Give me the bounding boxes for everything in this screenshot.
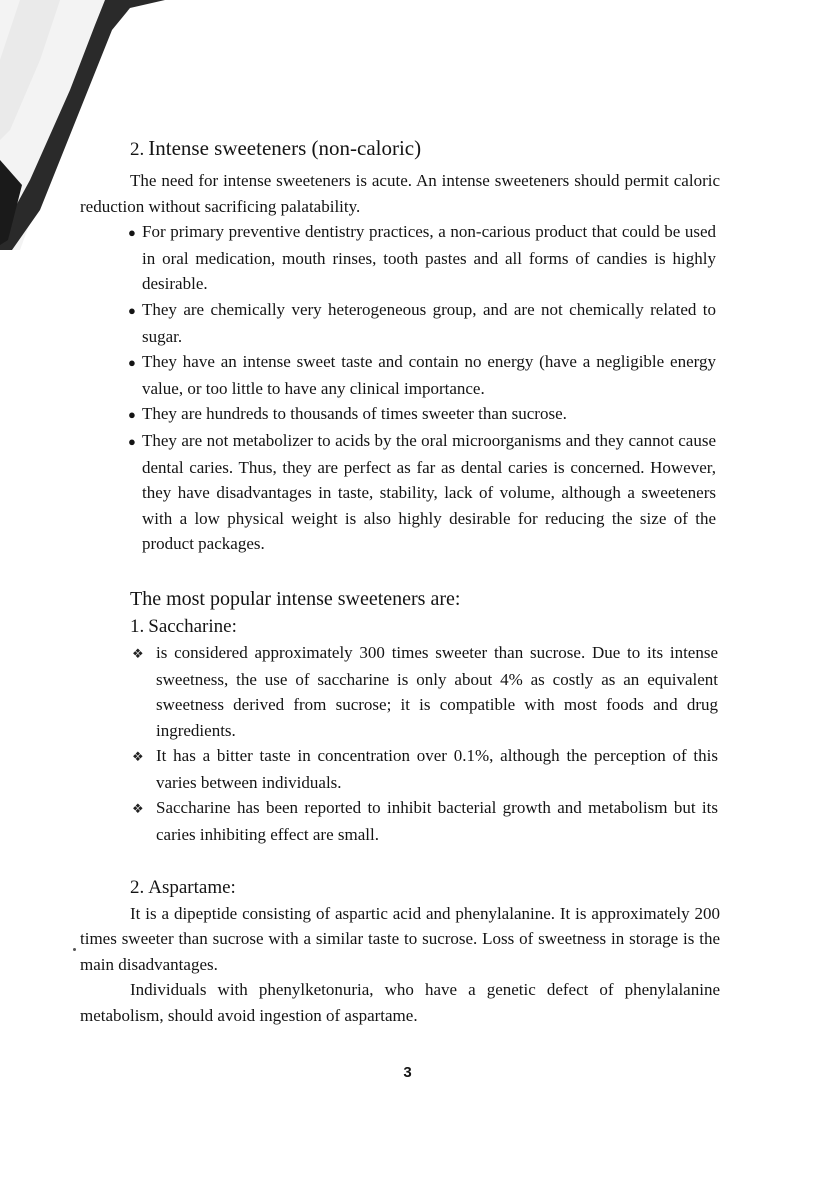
document-page: [80, 134, 720, 1029]
section-intro: The need for intense sweeteners is acute. An intense sweeteners should permit caloric reduction without sacrificing palatability.: [80, 171, 720, 216]
saccharine-number: 1.: [130, 615, 145, 637]
section-title: Intense sweeteners (non-caloric): [148, 136, 422, 160]
scan-speck: [73, 948, 76, 951]
bullet-icon: ●: [128, 302, 136, 318]
diamond-icon: ❖: [132, 801, 144, 817]
bullet-icon: ●: [128, 407, 136, 423]
list-item: ● They have an intense sweet taste and contain no energy (have a negligible energy value, or too little to have any clinical importance.: [128, 352, 716, 398]
aspartame-title: Aspartame:: [148, 876, 236, 898]
list-item: ● They are not metabolizer to acids by the oral microorganisms and they cannot cause dental caries. Thus, they are perfect as far as dental caries is concerned. However, they have disadvantages in taste, stability, lack of volume, although a sweeteners with a low physical weight is also highly desirable for reducing the size of the product packages.: [128, 430, 716, 554]
list-item: ● For primary preventive dentistry practices, a non-carious product that could be used in oral medication, mouth rinses, tooth pastes and all forms of candies is highly desirable.: [128, 222, 716, 294]
bullet-icon: ●: [128, 355, 136, 371]
aspartame-paragraph: Individuals with phenylketonuria, who have a genetic defect of phenylalanine metabolism, should avoid ingestion of aspartame.: [80, 980, 720, 1026]
popular-heading: The most popular intense sweeteners are:: [130, 587, 461, 610]
bullet-list: [128, 219, 716, 557]
list-item: ● They are chemically very heterogeneous group, and are not chemically related to sugar.: [128, 299, 716, 346]
page-number: 3: [403, 1064, 412, 1081]
bullet-icon: ●: [128, 433, 136, 449]
list-item: ❖ Saccharine has been reported to inhibit bacterial growth and metabolism but its caries inhibiting effect are small.: [132, 798, 718, 845]
section-heading: [130, 134, 720, 164]
aspartame-paragraph: It is a dipeptide consisting of aspartic acid and phenylalanine. It is approximately 200 times sweeter than sucrose with a similar taste to sucrose. Loss of sweetness in storage is the main disadvantages.: [80, 903, 720, 974]
list-item: ❖ is considered approximately 300 times sweeter than sucrose. Due to its intense sweetness, the use of saccharine is only about 4% as costly as an equivalent sweetness derived from sucrose; it is compatible with most foods and drug ingredients.: [132, 642, 718, 740]
list-item: ❖ It has a bitter taste in concentration over 0.1%, although the perception of this varies between individuals.: [132, 746, 718, 792]
list-item: ● They are hundreds to thousands of times sweeter than sucrose.: [128, 401, 716, 428]
saccharine-heading: [130, 613, 720, 640]
aspartame-heading: [130, 874, 720, 901]
diamond-icon: ❖: [132, 645, 144, 661]
diamond-icon: ❖: [132, 749, 144, 765]
aspartame-number: 2.: [130, 876, 145, 898]
saccharine-list: [132, 640, 718, 848]
bullet-icon: ●: [128, 225, 136, 241]
section-number: 2.: [130, 139, 145, 160]
saccharine-title: Saccharine:: [148, 615, 237, 637]
